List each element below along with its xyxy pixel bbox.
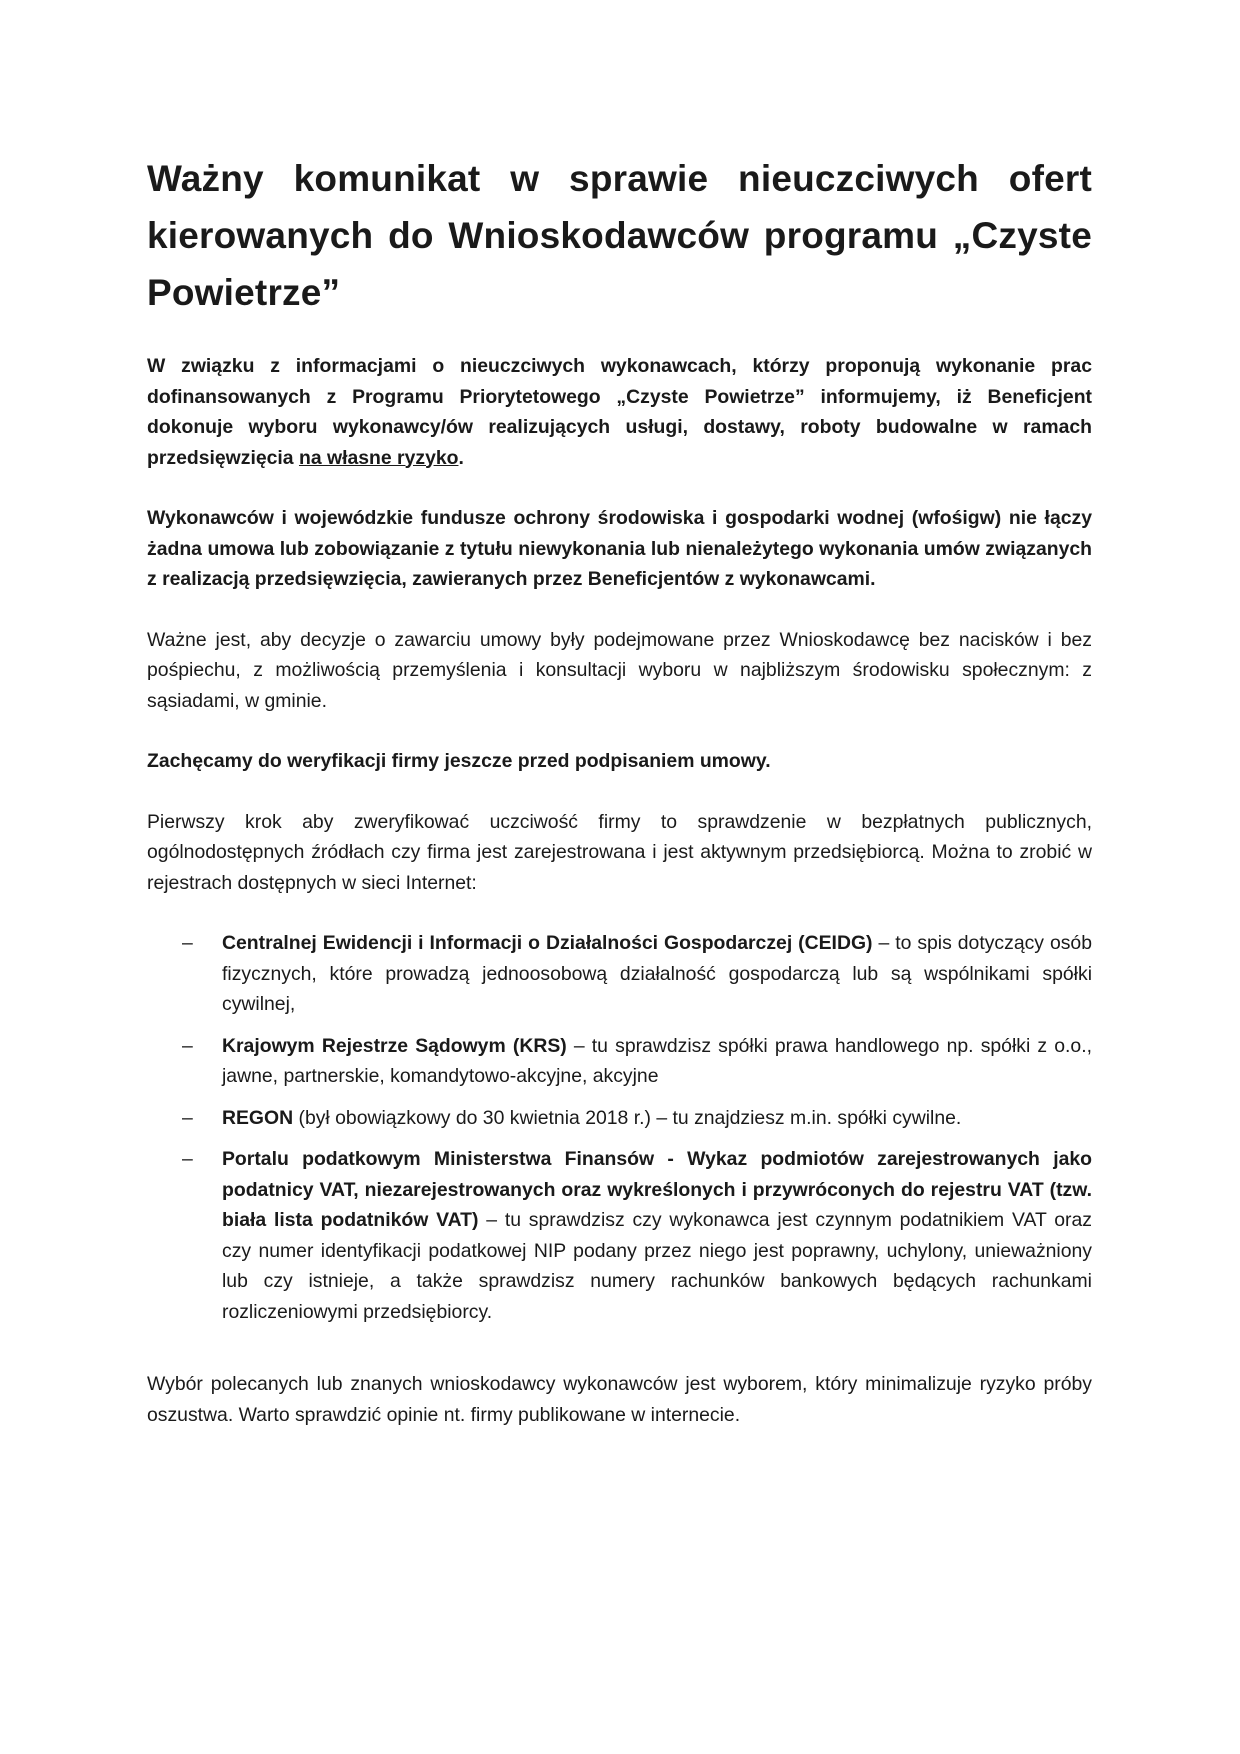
document-page xyxy=(147,150,1092,1430)
paragraph-intro xyxy=(147,351,1092,473)
paragraph-decisions: Ważne jest, aby decyzje o zawarciu umowy były podejmowane przez Wnioskodawcę bez nacisków i bez pośpiechu, z możliwością przemyślenia i konsultacji wyboru w najbliższym środowisku społecznym: z sąsiadami, w gminie. xyxy=(147,628,1092,712)
paragraph-verify-encouragement: Zachęcamy do weryfikacji firmy jeszcze przed podpisaniem umowy. xyxy=(147,750,771,772)
document-title: Ważny komunikat w sprawie nieuczciwych ofert kierowanych do Wnioskodawców programu „Czyste Powietrze” xyxy=(147,158,1092,313)
registry-description: (był obowiązkowy do 30 kwietnia 2018 r.) – tu znajdziesz m.in. spółki cywilne. xyxy=(293,1106,962,1129)
registry-item-vat-whitelist xyxy=(147,1144,1092,1327)
registries-list xyxy=(147,928,1092,1327)
registry-name: Centralnej Ewidencji i Informacji o Działalności Gospodarczej (CEIDG) xyxy=(222,932,873,954)
registry-description: – to spis dotyczący osób fizycznych, które prowadzą jednoosobową działalność gospodarczą lub są wspólnikami spółki cywilnej, xyxy=(222,932,1092,1015)
registry-name: Portalu podatkowym Ministerstwa Finansów - Wykaz podmiotów zarejestrowanych jako podatnicy VAT, niezarejestrowanych oraz wykreślonych i przywróconych do rejestru VAT (tzw. biała lista podatników VAT) xyxy=(222,1148,1092,1231)
registry-description: – tu sprawdzisz czy wykonawca jest czynnym podatnikiem VAT oraz czy numer identyfikacji podatkowej NIP podany przez niego jest poprawny, uchylony, unieważniony lub czy istnieje, a także sprawdzisz numery rachunków bankowych będących rachunkami rozliczeniowymi przedsiębiorcy. xyxy=(222,1209,1092,1323)
paragraph-first-step: Pierwszy krok aby zweryfikować uczciwość firmy to sprawdzenie w bezpłatnych publicznych, ogólnodostępnych źródłach czy firma jest zarejestrowana i jest aktywnym przedsiębiorcą. Można to zrobić w rejestrach dostępnych w sieci Internet: xyxy=(147,810,1092,894)
registry-item-regon xyxy=(147,1103,1092,1134)
registry-name: Krajowym Rejestrze Sądowym (KRS) xyxy=(222,1034,567,1057)
registry-name: REGON xyxy=(222,1106,294,1129)
dash-bullet-icon: – xyxy=(182,1148,193,1170)
registry-description: – tu sprawdzisz spółki prawa handlowego np. spółki z o.o., jawne, partnerskie, komandytowo-akcyjne, akcyjne xyxy=(222,1034,1092,1087)
dash-bullet-icon: – xyxy=(182,932,193,954)
dash-bullet-icon: – xyxy=(182,1034,193,1057)
dash-bullet-icon: – xyxy=(182,1106,193,1129)
paragraph-intro-text: W związku z informacjami o nieuczciwych wykonawcach, którzy proponują wykonanie prac dofinansowanych z Programu Priorytetowego „Czyste Powietrze” informujemy, iż Beneficjent dokonuje wyboru wykonawcy/ów realizujących usługi, dostawy, roboty budowalne w ramach przedsięwzięcia xyxy=(147,355,1092,469)
own-risk-emphasis: na własne ryzyko xyxy=(298,446,459,469)
paragraph-contractors: Wykonawców i wojewódzkie fundusze ochrony środowiska i gospodarki wodnej (wfośigw) nie łączy żadna umowa lub zobowiązanie z tytułu niewykonania lub nienależytego wykonania umów związanych z realizacją przedsięwzięcia, zawieranych przez Beneficjentów z wykonawcami. xyxy=(147,507,1092,590)
paragraph-closing: Wybór polecanych lub znanych wnioskodawcy wykonawców jest wyborem, który minimalizuje ryzyko próby oszustwa. Warto sprawdzić opinie nt. firmy publikowane w internecie. xyxy=(147,1373,1092,1426)
paragraph-intro-end: . xyxy=(458,446,464,469)
registry-item-krs xyxy=(147,1031,1092,1092)
registry-item-ceidg xyxy=(147,928,1092,1020)
